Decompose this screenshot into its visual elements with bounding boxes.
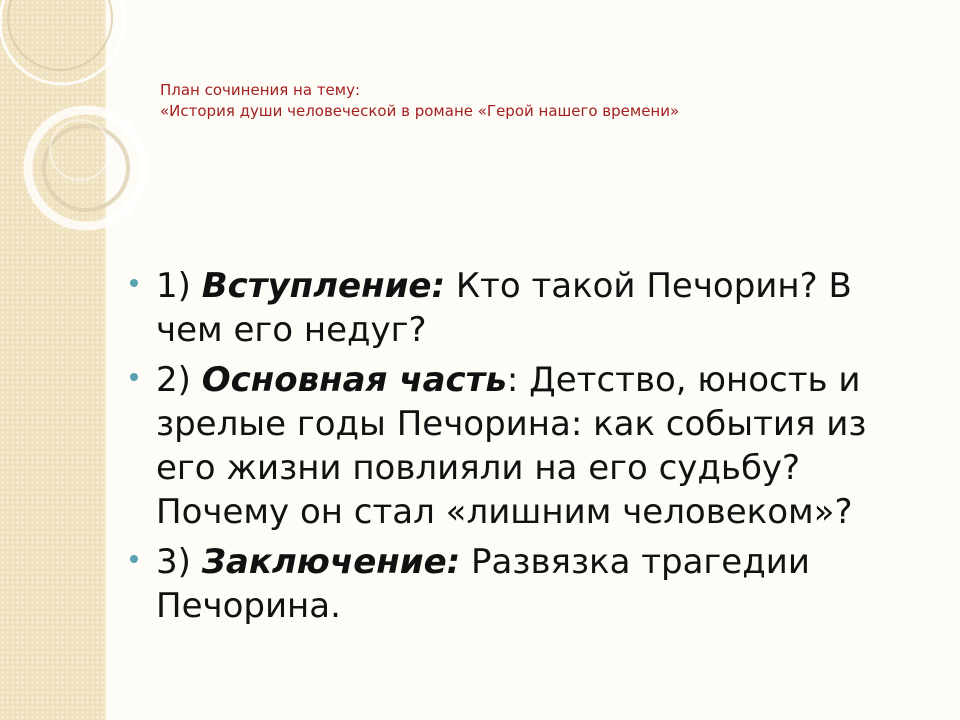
item-term: Основная часть xyxy=(201,360,507,400)
slide-title xyxy=(160,80,860,122)
item-term: Вступление xyxy=(201,266,432,306)
title-line-1: План сочинения на тему: xyxy=(160,81,361,99)
item-text: Кто такой Печорин? В чем его недуг? xyxy=(156,266,852,350)
plan-list xyxy=(130,264,910,634)
decor-ring-small xyxy=(50,120,110,180)
bullet-icon xyxy=(130,373,138,381)
title-line-2: «История души человеческой в романе «Герой нашего времени» xyxy=(160,102,680,120)
item-number: 3) xyxy=(156,542,191,582)
item-number: 1) xyxy=(156,266,191,306)
item-term: Заключение xyxy=(201,542,447,582)
plan-item-main-part xyxy=(130,358,910,534)
item-separator: : xyxy=(431,266,446,306)
item-text: Развязка трагедии Печорина. xyxy=(156,542,810,626)
plan-item-conclusion xyxy=(130,540,910,628)
bullet-icon xyxy=(130,555,138,563)
item-number: 2) xyxy=(156,360,191,400)
item-text: Детство, юность и зрелые годы Печорина: как события из его жизни повлияли на его судьбу? Почему он стал «лишним человеком»? xyxy=(156,360,867,532)
plan-item-introduction xyxy=(130,264,910,352)
item-separator: : xyxy=(446,542,461,582)
decor-ring-top-inner xyxy=(8,0,112,70)
bullet-icon xyxy=(130,279,138,287)
item-separator: : xyxy=(506,360,519,400)
